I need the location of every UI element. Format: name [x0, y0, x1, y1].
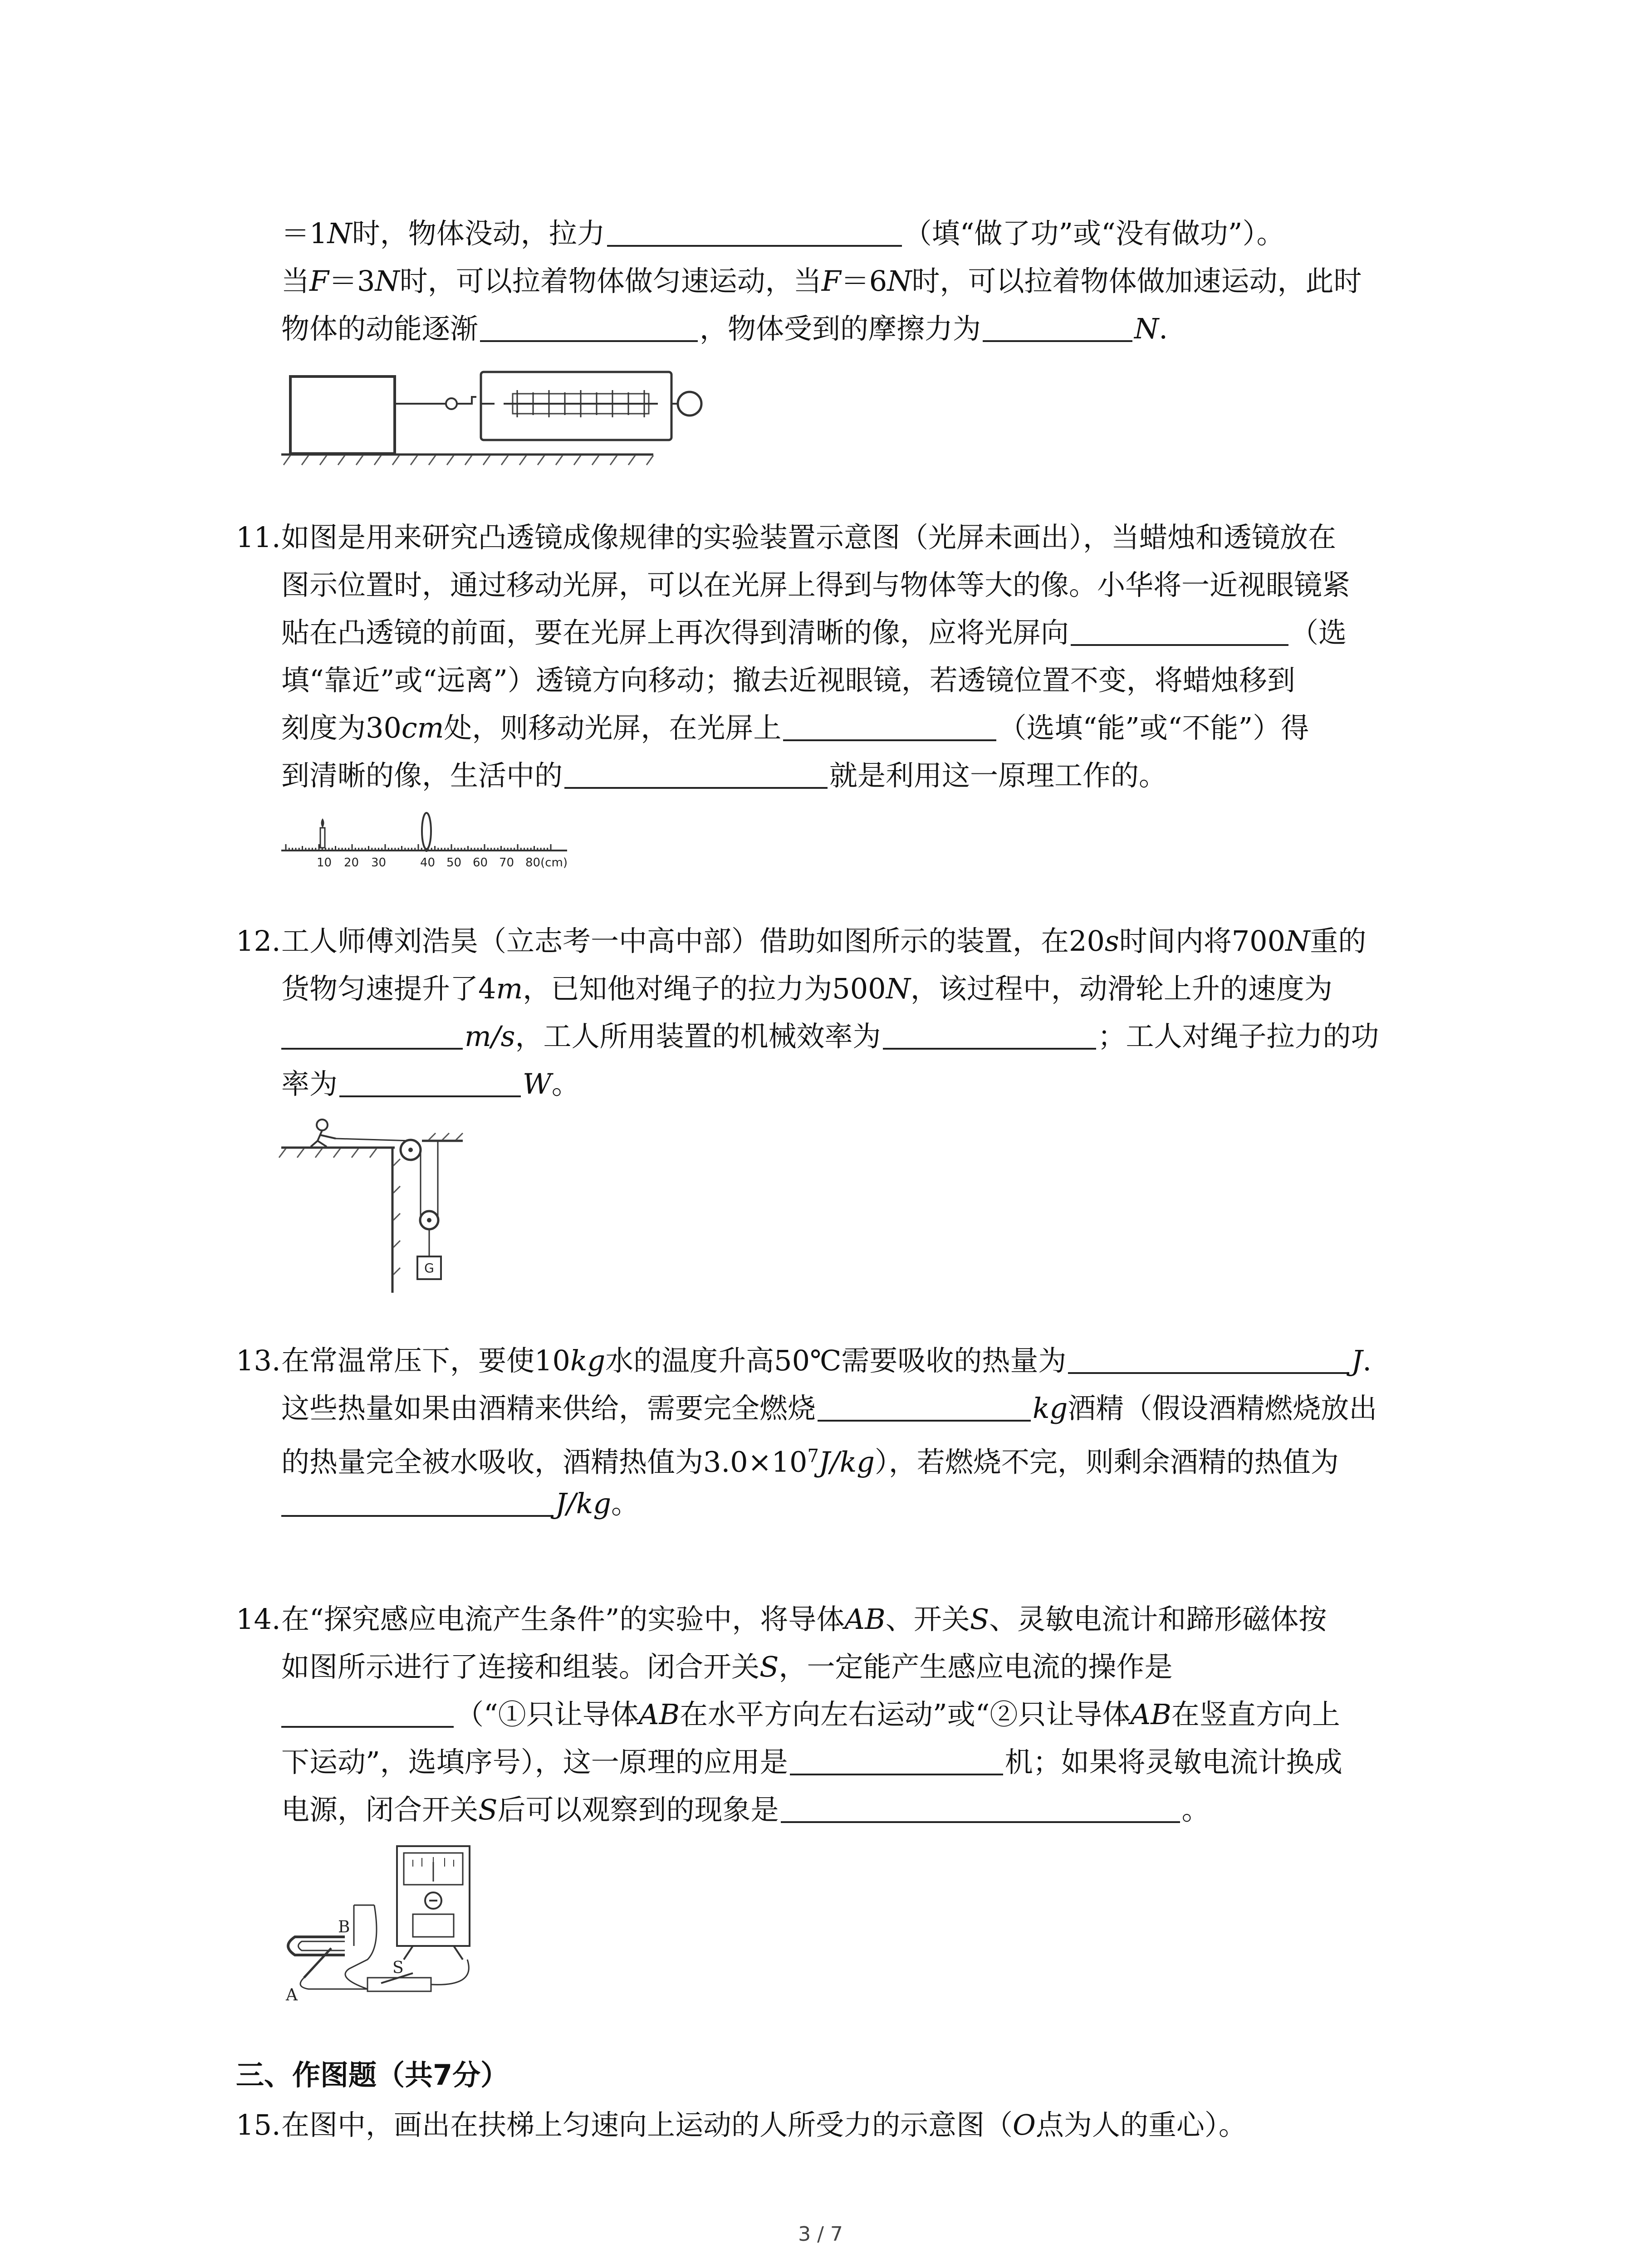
text: 的热量完全被水吸收，酒精热值为3.0×10 — [281, 1445, 808, 1479]
q10-line-1 — [281, 213, 1443, 254]
text: ），若燃烧不完，则剩余酒精的热值为 — [874, 1445, 1339, 1479]
text: F — [309, 264, 329, 298]
text: 、开关 — [885, 1603, 970, 1636]
q11-line-4: 填“靠近”或“远离”）透镜方向移动；撤去近视眼镜，若透镜位置不变，将蜡烛移到 — [281, 664, 1295, 697]
text: ；工人对绳子拉力的功 — [1097, 1020, 1379, 1053]
q11-answer-blank-1[interactable] — [1071, 616, 1288, 646]
text: 机；如果将灵敏电流计换成 — [1004, 1745, 1342, 1779]
text: F — [821, 264, 841, 298]
text: 在水平方向左右运动”或“②只让导体 — [680, 1698, 1131, 1731]
text: （选填“能”或“不能”）得 — [998, 711, 1309, 744]
ruler-label: 10 — [317, 856, 332, 870]
page-number: 3 / 7 — [798, 2223, 843, 2246]
text: . — [1362, 1344, 1372, 1377]
text: N — [1285, 924, 1310, 958]
text: ＝6 — [841, 264, 887, 298]
q11-line-1: 如图是用来研究凸透镜成像规律的实验装置示意图（光屏未画出），当蜡烛和透镜放在 — [281, 521, 1337, 554]
ruler-label: 70 — [499, 856, 514, 870]
text: 在图中，画出在扶梯上匀速向上运动的人所受力的示意图（ — [281, 2108, 1013, 2141]
text: AB — [638, 1698, 680, 1731]
text: 时间内将700 — [1119, 924, 1286, 958]
ruler-label: 30 — [371, 856, 387, 870]
text: ，已知他对绳子的拉力为500 — [523, 972, 886, 1005]
question-number: 15. — [236, 2108, 281, 2141]
question-number: 12. — [236, 924, 281, 958]
q13-line-4 — [281, 1483, 1443, 1524]
text: 率为 — [281, 1067, 338, 1100]
q12-line-1 — [281, 921, 1443, 962]
q10-answer-blank-1[interactable] — [607, 217, 902, 247]
ruler-label: 40 — [420, 856, 436, 870]
q15-line-1 — [281, 2105, 1443, 2146]
text: ＝1 — [281, 217, 328, 250]
text: N — [887, 264, 912, 298]
text: 物体的动能逐渐 — [281, 312, 479, 345]
text: 就是利用这一原理工作的。 — [829, 759, 1167, 792]
text: kg — [1033, 1392, 1068, 1425]
text: ，工人所用装置的机械效率为 — [515, 1020, 881, 1053]
q11-line-3 — [281, 612, 1443, 653]
q14-line-2 — [281, 1647, 1443, 1687]
text: 后可以观察到的现象是 — [497, 1793, 779, 1826]
text: 。 — [1181, 1793, 1210, 1826]
text: ，该过程中，动滑轮上升的速度为 — [910, 972, 1332, 1005]
text: （选 — [1290, 616, 1347, 649]
text: AB — [1130, 1698, 1171, 1731]
text: 下运动”，选填序号），这一原理的应用是 — [281, 1745, 788, 1779]
q13-answer-blank-1[interactable] — [1068, 1344, 1349, 1374]
ruler-label: 80(cm) — [525, 856, 568, 870]
text: J/kg — [555, 1487, 612, 1520]
question-number: 13. — [236, 1344, 281, 1377]
weight-label: G — [424, 1261, 434, 1276]
q14-line-4 — [281, 1742, 1443, 1783]
question-number: 14. — [236, 1603, 281, 1636]
q13-answer-blank-3[interactable] — [281, 1487, 554, 1517]
text: ＝3 — [329, 264, 375, 298]
text: S — [759, 1650, 779, 1683]
q12-answer-blank-1[interactable] — [281, 1020, 463, 1050]
q13-line-1 — [281, 1340, 1443, 1381]
text: 时，可以拉着物体做加速运动，此时 — [911, 264, 1362, 298]
text: N — [375, 264, 400, 298]
q14-answer-blank-1[interactable] — [281, 1698, 454, 1728]
text: 。 — [551, 1067, 580, 1100]
text: m/s — [465, 1020, 515, 1053]
text: J/kg — [818, 1445, 875, 1479]
text: . — [1159, 312, 1168, 345]
text: 酒精（假设酒精燃烧放出 — [1068, 1392, 1377, 1425]
pulley-figure — [272, 1116, 481, 1293]
ruler-label: 50 — [446, 856, 462, 870]
text: 电源，闭合开关 — [281, 1793, 479, 1826]
q14-answer-blank-3[interactable] — [781, 1793, 1180, 1823]
text: 重的 — [1310, 924, 1367, 958]
text: 时，物体没动，拉力 — [352, 217, 605, 250]
label-b: B — [338, 1918, 350, 1936]
text: J — [1351, 1344, 1363, 1377]
text: S — [478, 1793, 498, 1826]
text: O — [1013, 2108, 1036, 2141]
q13-answer-blank-2[interactable] — [818, 1392, 1031, 1422]
text: AB — [844, 1603, 886, 1636]
q11-line-5 — [281, 708, 1443, 748]
text: （“①只让导体 — [456, 1698, 639, 1731]
q14-line-1 — [281, 1599, 1443, 1640]
q13-line-3 — [281, 1436, 1443, 1483]
q11-answer-blank-2[interactable] — [783, 711, 996, 741]
text: s — [1104, 924, 1119, 958]
text: 处，则移动光屏，在光屏上 — [444, 711, 782, 744]
text: N — [327, 217, 352, 250]
q14-answer-blank-2[interactable] — [790, 1745, 1003, 1775]
label-a: A — [286, 1986, 298, 2004]
text: 点为人的重心）。 — [1035, 2108, 1247, 2141]
q12-line-3 — [281, 1016, 1443, 1057]
text: 在常温常压下，要使10 — [281, 1344, 570, 1377]
ruler-label: 20 — [344, 856, 359, 870]
q10-line-2 — [281, 261, 1443, 302]
text: 、灵敏电流计和蹄形磁体按 — [989, 1603, 1327, 1636]
q11-answer-blank-3[interactable] — [564, 759, 828, 789]
q10-line-3 — [281, 308, 1443, 349]
electromagnetic-induction-figure — [277, 1842, 485, 2009]
ruler-label: 60 — [473, 856, 488, 870]
q12-line-2 — [281, 968, 1443, 1009]
q12-answer-blank-3[interactable] — [339, 1067, 521, 1097]
text: 时，可以拉着物体做匀速运动，当 — [399, 264, 822, 298]
q10-answer-blank-3[interactable] — [983, 312, 1132, 342]
q12-line-4 — [281, 1064, 1443, 1105]
text: 当 — [281, 264, 310, 298]
text: N — [886, 972, 911, 1005]
optical-bench-figure — [277, 803, 603, 875]
text: ，一定能产生感应电流的操作是 — [779, 1650, 1173, 1683]
q11-line-6 — [281, 755, 1443, 796]
text: ，物体受到的摩擦力为 — [700, 312, 981, 345]
text: W — [523, 1067, 552, 1100]
q10-answer-blank-2[interactable] — [480, 312, 698, 342]
q11-line-2: 图示位置时，通过移动光屏，可以在光屏上得到与物体等大的像。小华将一近视眼镜紧 — [281, 568, 1351, 601]
q14-line-5 — [281, 1789, 1443, 1830]
text: cm — [401, 711, 444, 744]
text: 工人师傅刘浩昊（立志考一中高中部）借助如图所示的装置，在20 — [281, 924, 1105, 958]
text: 到清晰的像，生活中的 — [281, 759, 563, 792]
q14-line-3 — [281, 1694, 1443, 1735]
text: （填“做了功”或“没有做功”）。 — [903, 217, 1285, 250]
q12-answer-blank-2[interactable] — [883, 1020, 1096, 1050]
text: m — [496, 972, 523, 1005]
text: kg — [570, 1344, 606, 1377]
q13-line-2 — [281, 1388, 1443, 1429]
text: 在竖直方向上 — [1171, 1698, 1340, 1731]
text: 水的温度升高50℃需要吸收的热量为 — [605, 1344, 1067, 1377]
text: S — [970, 1603, 989, 1636]
section-title: 三、作图题（共7分） — [236, 2058, 509, 2092]
text: 在“探究感应电流产生条件”的实验中，将导体 — [281, 1603, 845, 1636]
spring-scale-figure — [281, 358, 753, 467]
text: 货物匀速提升了4 — [281, 972, 496, 1005]
exponent: 7 — [807, 1446, 819, 1466]
text: 。 — [611, 1487, 640, 1520]
question-number: 11. — [236, 521, 281, 554]
label-s: S — [392, 1959, 404, 1977]
text: 如图所示进行了连接和组装。闭合开关 — [281, 1650, 760, 1683]
text: 这些热量如果由酒精来供给，需要完全燃烧 — [281, 1392, 816, 1425]
text: 刻度为30 — [281, 711, 402, 744]
text: N — [1134, 312, 1159, 345]
text: 贴在凸透镜的前面，要在光屏上再次得到清晰的像，应将光屏向 — [281, 616, 1069, 649]
